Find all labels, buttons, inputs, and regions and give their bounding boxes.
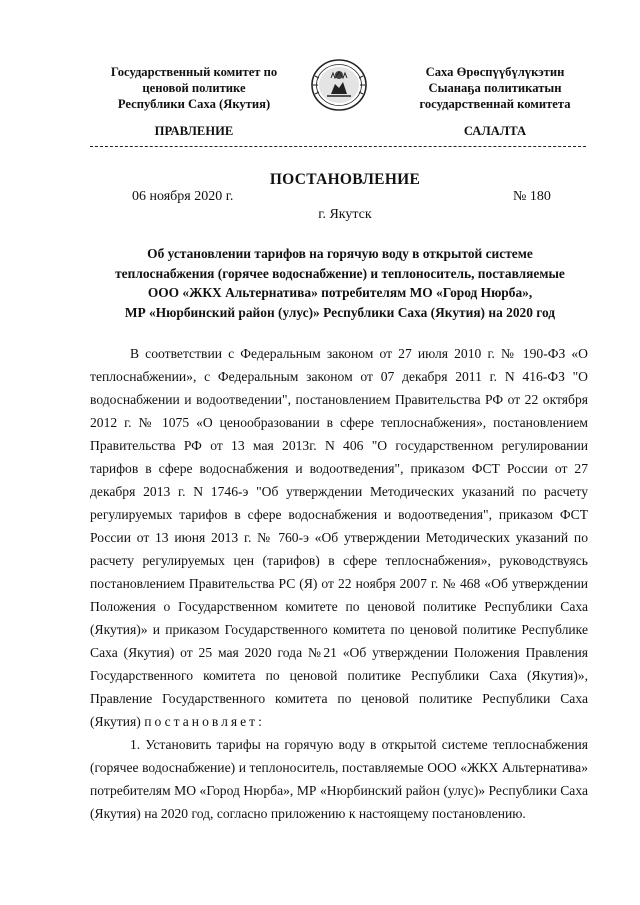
committee-name-line: Сыанаҕа политикатын [428,81,562,95]
header-divider [90,146,586,147]
document-title-line: ООО «ЖКХ Альтернатива» потребителям МО «Город Нюрба», [147,285,533,300]
board-label-russian: ПРАВЛЕНИЕ [154,124,234,138]
committee-name-line: Государственный комитет по [110,65,278,79]
document-title-line: МР «Нюрбинский район (улус)» Республики Саха (Якутия) на 2020 год [124,304,556,320]
preamble-text: В соответствии с Федеральным законом от 27 июля 2010 г. № 190-ФЗ «О теплоснабжении», с Федеральным законом от 07 декабря 2011 г. N 416-ФЗ "О водоснабжении и водоотведении", постановлением Правительства РФ от 22 октября 2012 г. № 1075 «О ценообразовании в сфере теплоснабжения», постановлением Правительства РФ от 13 мая 2013г. N 406 "О государственном регулировании тарифов в сфере водоснабжения и водоотведения", приказом ФСТ России от 27 декабря 2013 г. N 1746-э "Об утверждении Методических указаний по расчету регулируемых тарифов в сфере водоснабжения и водоотведения", приказом ФСТ России от 13 июня 2013 г. № 760-э «Об утверждении Методических указаний по расчету регулируемых цен (тарифов) в сфере теплоснабжения», руководствуясь постановлением Правительства РС (Я) от 22 ноября 2007 г. № 468 «Об утверждении Положения о Государственном комитете по ценовой политике Республики Саха (Якутия)» и приказом Государственного комитета по ценовой политике Республике Саха (Якутия) от 25 мая 2020 года №21 «Об утверждении Положения Правления Государственного комитета по ценовой политике Республики Саха (Якутия)», Правление Государственного комитета по ценовой политике Республики Саха (Якутия) [90,346,588,729]
clause-1-paragraph: 1. Установить тарифы на горячую воду в открытой системе теплоснабжения (горячее водоснабжение) и теплоноситель, поставляемые ООО «ЖКХ Альтернатива» потребителям МО «Город Нюрба», МР «Нюрбинский район (улус)» Республики Саха (Якутия) на 2020 год, согласно приложению к настоящему постановлению. [90,737,588,821]
document-date: 06 ноября 2020 г. [132,189,234,204]
document-type: ПОСТАНОВЛЕНИЕ [269,171,421,188]
committee-name-line: Саха Өрөспүүбүлүкэтин [425,65,565,79]
document-title-line: Об установлении тарифов на горячую воду в открытой системе [147,246,533,261]
document-place: г. Якутск [318,207,372,222]
document-title-line: теплоснабжения (горячее водоснабжение) и теплоноситель, поставляемые [115,265,565,281]
preamble-paragraph [90,342,588,733]
committee-name-line: ценовой политике [142,81,246,95]
committee-name-sakha [405,64,585,112]
document-number: № 180 [513,189,551,204]
sakha-emblem-icon [309,58,369,112]
decree-word: постановляет: [144,714,265,729]
document-title [90,244,590,322]
board-label-sakha: САЛАЛТА [463,124,527,138]
committee-name-line: государственнай комитета [419,97,571,111]
committee-name-line: Республики Саха (Якутия) [117,97,271,111]
document-body [90,342,588,825]
committee-name-russian [96,64,292,112]
